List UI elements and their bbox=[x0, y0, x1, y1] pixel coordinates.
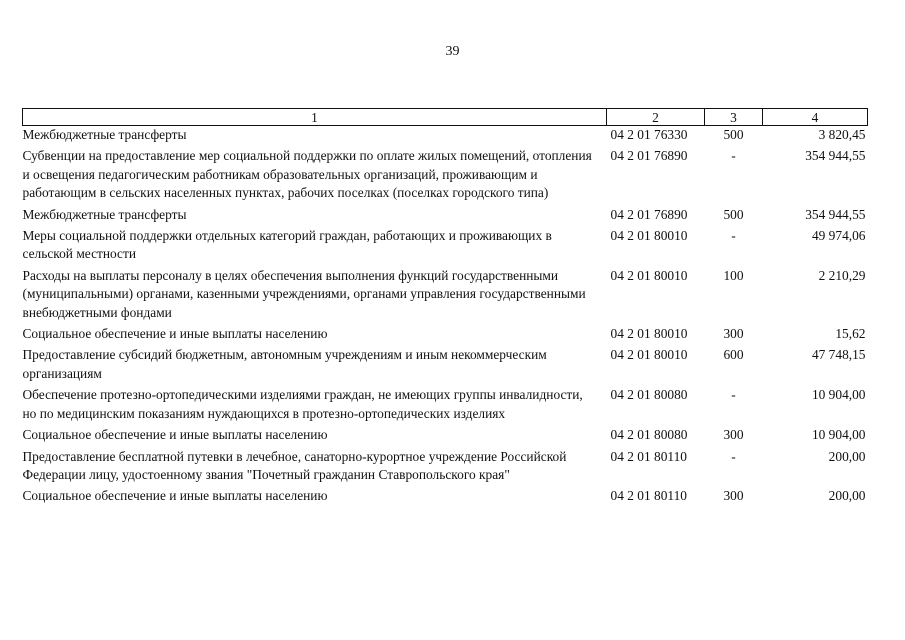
row-type: - bbox=[731, 387, 736, 403]
row-code: 04 2 01 80010 bbox=[610, 267, 688, 283]
header-col-3: 3 bbox=[705, 109, 763, 126]
header-col-1: 1 bbox=[23, 109, 607, 126]
header-col-4: 4 bbox=[763, 109, 868, 126]
row-name: Обеспечение протезно-ортопедическими изделиями граждан, не имеющих группы инвалидности, но по медицинским показаниям нуждающихся в протезно-ортопедических изделиях bbox=[22, 387, 583, 421]
row-type: 100 bbox=[723, 267, 744, 283]
row-code: 04 2 01 76890 bbox=[610, 148, 688, 164]
row-name: Предоставление субсидий бюджетным, автономным учреждениям и иным некоммерческим организациям bbox=[22, 347, 547, 381]
row-code: 04 2 01 80080 bbox=[610, 387, 688, 403]
row-type: - bbox=[731, 148, 736, 164]
row-code: 04 2 01 76890 bbox=[610, 206, 688, 222]
row-amount: 3 820,45 bbox=[818, 127, 866, 142]
table-row bbox=[23, 386, 868, 426]
table-row bbox=[23, 325, 868, 346]
budget-table bbox=[22, 108, 868, 509]
table-row bbox=[23, 206, 868, 227]
row-name: Предоставление бесплатной путевки в лечебное, санаторно-курортное учреждение Российской Федерации лицу, удостоенному звания "Почетный гражданин Ставропольского края" bbox=[22, 448, 567, 482]
row-amount: 49 974,06 bbox=[811, 228, 866, 244]
row-amount: 10 904,00 bbox=[811, 427, 866, 443]
row-code: 04 2 01 80110 bbox=[610, 448, 687, 464]
row-code: 04 2 01 80010 bbox=[610, 228, 688, 244]
row-name: Социальное обеспечение и иные выплаты населению bbox=[22, 427, 328, 443]
row-type: - bbox=[731, 228, 736, 244]
row-type: 300 bbox=[723, 427, 744, 443]
row-code: 04 2 01 80010 bbox=[610, 347, 688, 363]
row-code: 04 2 01 76330 bbox=[610, 127, 688, 142]
table-header bbox=[23, 109, 868, 126]
table-row bbox=[23, 487, 868, 508]
row-type: 600 bbox=[723, 347, 744, 363]
row-amount: 354 944,55 bbox=[805, 206, 866, 222]
row-amount: 2 210,29 bbox=[818, 267, 866, 283]
row-type: 300 bbox=[723, 488, 744, 504]
row-name: Субвенции на предоставление мер социальной поддержки по оплате жилых помещений, отопления и освещения педагогическим работникам образовательных организаций, проживающим и работающим в сельских населенных пунктах, рабочих поселках (поселках городского типа) bbox=[22, 148, 592, 201]
row-code: 04 2 01 80010 bbox=[610, 326, 688, 342]
table-row bbox=[23, 147, 868, 205]
row-type: - bbox=[731, 448, 736, 464]
row-name: Межбюджетные трансферты bbox=[22, 206, 187, 222]
row-amount: 200,00 bbox=[828, 488, 866, 504]
row-code: 04 2 01 80080 bbox=[610, 427, 688, 443]
page-number: 39 bbox=[445, 44, 460, 59]
row-code: 04 2 01 80110 bbox=[610, 488, 687, 504]
table-body bbox=[23, 126, 868, 509]
row-type: 300 bbox=[723, 326, 744, 342]
table-row bbox=[23, 126, 868, 148]
row-name: Меры социальной поддержки отдельных категорий граждан, работающих и проживающих в сельской местности bbox=[22, 228, 552, 262]
row-amount: 354 944,55 bbox=[805, 148, 866, 164]
table-row bbox=[23, 227, 868, 267]
row-amount: 15,62 bbox=[835, 326, 866, 342]
row-type: 500 bbox=[723, 127, 744, 142]
row-name: Социальное обеспечение и иные выплаты населению bbox=[22, 488, 328, 504]
row-name: Социальное обеспечение и иные выплаты населению bbox=[22, 326, 328, 342]
table-row bbox=[23, 448, 868, 488]
table-row bbox=[23, 346, 868, 386]
row-amount: 10 904,00 bbox=[811, 387, 866, 403]
table-row bbox=[23, 267, 868, 325]
row-type: 500 bbox=[723, 206, 744, 222]
row-name: Расходы на выплаты персоналу в целях обеспечения выполнения функций государственными (муниципальными) органами, казенными учреждениями, органами управления государственными внебюджетными фондами bbox=[22, 267, 586, 320]
header-row bbox=[23, 109, 868, 126]
header-col-2: 2 bbox=[607, 109, 705, 126]
row-name: Межбюджетные трансферты bbox=[22, 127, 187, 142]
table-row bbox=[23, 426, 868, 447]
row-amount: 47 748,15 bbox=[811, 347, 866, 363]
row-amount: 200,00 bbox=[828, 448, 866, 464]
